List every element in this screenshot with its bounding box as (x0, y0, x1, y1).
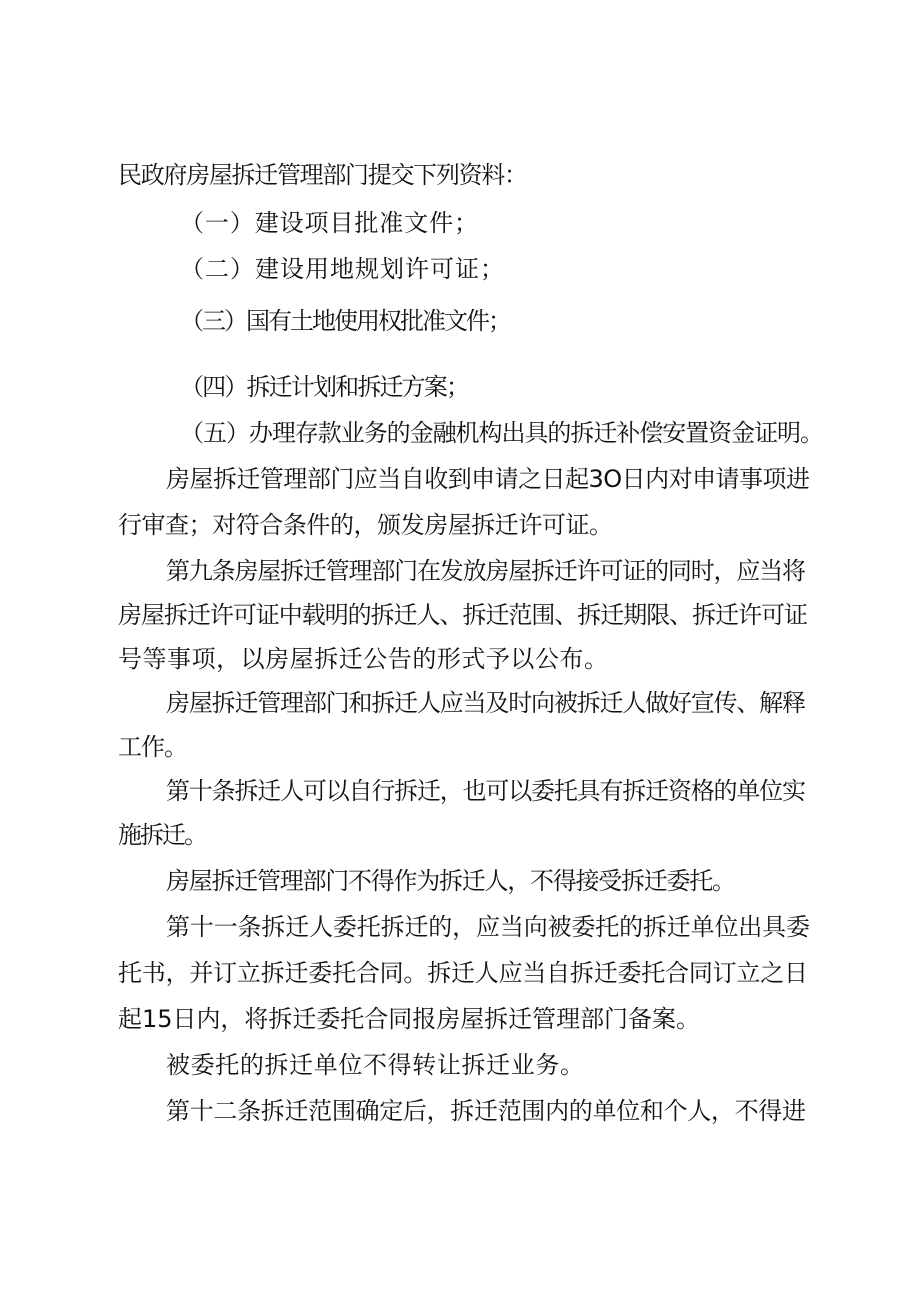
text-line: 行审查；对符合条件的，颁发房屋拆迁许可证。 (118, 511, 613, 539)
text-line: 起15日内，将拆迁委托合同报房屋拆迁管理部门备案。 (118, 1005, 700, 1033)
text-line: 第十条拆迁人可以自行拆迁，也可以委托具有拆迁资格的单位实 (166, 777, 805, 805)
text-line: 房屋拆迁管理部门不得作为拆迁人，不得接受拆迁委托。 (166, 867, 735, 895)
text-line: 民政府房屋拆迁管理部门提交下列资料： (118, 161, 527, 189)
text-line: 房屋拆迁管理部门应当自收到申请之日起3O日内对申请事项进 (166, 465, 810, 493)
list-item: （一）建设项目批准文件； (180, 209, 479, 237)
text-line: 托书，并订立拆迁委托合同。拆迁人应当自拆迁委托合同订立之日 (118, 959, 808, 987)
text-line: 施拆迁。 (118, 821, 206, 849)
list-item: （三）国有土地使用权批准文件； (180, 307, 510, 335)
text-line: 工作。 (118, 733, 187, 761)
text-line: 第九条房屋拆迁管理部门在发放房屋拆迁许可证的同时，应当将 (166, 557, 805, 585)
text-line: 被委托的拆迁单位不得转让拆迁业务。 (166, 1051, 585, 1079)
text-line: 房屋拆迁管理部门和拆迁人应当及时向被拆迁人做好宣传、解释 (166, 689, 805, 717)
list-item: （四）拆迁计划和拆迁方案； (180, 373, 469, 401)
text-line: 第十一条拆迁人委托拆迁的，应当向被委托的拆迁单位出具委 (166, 913, 810, 941)
list-item: （二）建设用地规划许可证； (180, 255, 505, 283)
text-line: 房屋拆迁许可证中载明的拆迁人、拆迁范围、拆迁期限、拆迁许可证 (118, 601, 807, 629)
text-line: 第十二条拆迁范围确定后，拆迁范围内的单位和个人，不得进 (166, 1097, 806, 1125)
text-line: 号等事项，以房屋拆迁公告的形式予以公布。 (118, 645, 609, 673)
list-item: （五）办理存款业务的金融机构出具的拆迁补偿安置资金证明。 (180, 419, 823, 447)
